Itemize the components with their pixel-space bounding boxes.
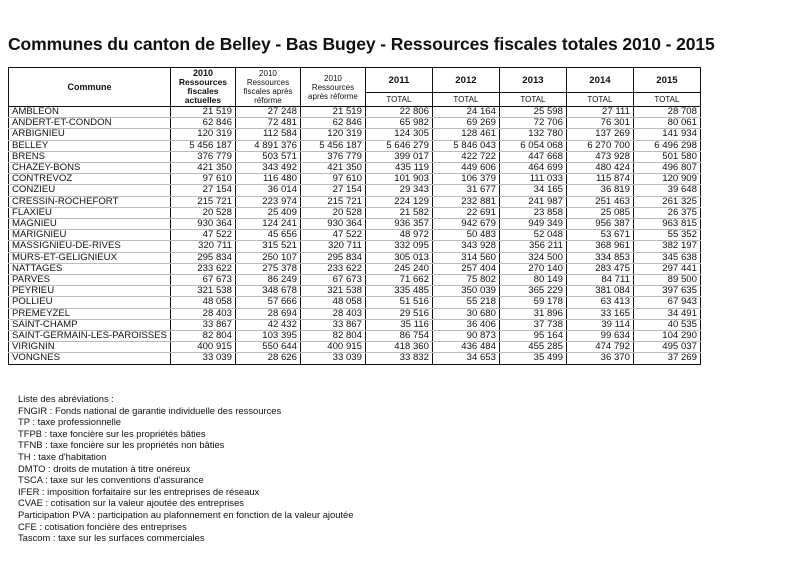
value-cell: 80 149: [499, 275, 566, 286]
table-row: [9, 331, 701, 342]
value-cell: 397 635: [633, 286, 700, 297]
value-cell: 45 656: [235, 230, 300, 241]
header-total-2011: TOTAL: [365, 93, 432, 107]
value-cell: 343 492: [235, 163, 300, 174]
value-cell: 963 815: [633, 219, 700, 230]
value-cell: 320 711: [170, 241, 235, 252]
value-cell: 69 269: [432, 118, 499, 129]
value-cell: 400 915: [170, 342, 235, 353]
header-2015: 2015: [633, 68, 700, 93]
value-cell: 283 475: [566, 263, 633, 274]
value-cell: 6 054 068: [499, 140, 566, 151]
value-cell: 381 084: [566, 286, 633, 297]
value-cell: 101 903: [365, 174, 432, 185]
commune-name: ANDERT-ET-CONDON: [9, 118, 171, 129]
value-cell: 62 846: [300, 118, 365, 129]
value-cell: 233 622: [300, 263, 365, 274]
value-cell: 22 806: [365, 107, 432, 118]
value-cell: 245 240: [365, 263, 432, 274]
value-cell: 39 114: [566, 319, 633, 330]
header-2010-reform-label: Ressources fiscales après réforme: [243, 78, 293, 105]
value-cell: 37 269: [633, 353, 700, 364]
table-row: [9, 174, 701, 185]
fiscal-resources-table: [8, 67, 701, 365]
value-cell: 48 058: [170, 297, 235, 308]
value-cell: 31 677: [432, 185, 499, 196]
legend-item: DMTO : droits de mutation à titre onéreux: [18, 462, 191, 474]
value-cell: 63 413: [566, 297, 633, 308]
table-row: [9, 163, 701, 174]
value-cell: 30 680: [432, 308, 499, 319]
value-cell: 141 934: [633, 129, 700, 140]
value-cell: 55 218: [432, 297, 499, 308]
legend-item: TP : taxe professionnelle: [18, 416, 122, 428]
value-cell: 42 432: [235, 319, 300, 330]
value-cell: 104 290: [633, 331, 700, 342]
value-cell: 124 305: [365, 129, 432, 140]
value-cell: 376 779: [300, 151, 365, 162]
value-cell: 261 325: [633, 196, 700, 207]
legend-item: CVAE : cotisation sur la valeur ajoutée des entreprises: [18, 497, 244, 509]
legend-item: TH : taxe d'habitation: [18, 450, 107, 462]
commune-name: MAGNIEU: [9, 219, 171, 230]
value-cell: 34 491: [633, 308, 700, 319]
value-cell: 5 456 187: [300, 140, 365, 151]
commune-name: POLLIEU: [9, 297, 171, 308]
value-cell: 496 807: [633, 163, 700, 174]
value-cell: 120 319: [300, 129, 365, 140]
value-cell: 80 061: [633, 118, 700, 129]
table-row: [9, 207, 701, 218]
value-cell: 5 646 279: [365, 140, 432, 151]
table-row: [9, 275, 701, 286]
commune-name: ARBIGNIEU: [9, 129, 171, 140]
table-row: [9, 140, 701, 151]
value-cell: 320 711: [300, 241, 365, 252]
commune-name: AMBLEON: [9, 107, 171, 118]
header-commune: Commune: [9, 68, 171, 107]
value-cell: 4 891 376: [235, 140, 300, 151]
value-cell: 36 370: [566, 353, 633, 364]
value-cell: 103 395: [235, 331, 300, 342]
table-row: [9, 185, 701, 196]
value-cell: 503 571: [235, 151, 300, 162]
value-cell: 124 241: [235, 219, 300, 230]
header-total-2014: TOTAL: [566, 93, 633, 107]
table-row: [9, 353, 701, 364]
table-row: [9, 107, 701, 118]
value-cell: 449 606: [432, 163, 499, 174]
header-2010-after-label: Ressources après réforme: [308, 82, 358, 101]
value-cell: 71 662: [365, 275, 432, 286]
value-cell: 67 673: [170, 275, 235, 286]
value-cell: 334 853: [566, 252, 633, 263]
table-row: [9, 118, 701, 129]
table-row: [9, 151, 701, 162]
value-cell: 120 319: [170, 129, 235, 140]
value-cell: 23 858: [499, 207, 566, 218]
abbreviations-legend: [18, 393, 353, 544]
header-2010-actual-year: 2010: [192, 68, 213, 78]
table-row: [9, 308, 701, 319]
value-cell: 321 538: [170, 286, 235, 297]
legend-item: Tascom : taxe sur les surfaces commerciales: [18, 532, 205, 544]
value-cell: 97 610: [170, 174, 235, 185]
value-cell: 53 671: [566, 230, 633, 241]
header-2010-reform-year: 2010: [259, 69, 277, 78]
value-cell: 321 538: [300, 286, 365, 297]
value-cell: 21 519: [170, 107, 235, 118]
value-cell: 20 528: [300, 207, 365, 218]
commune-name: MARIGNIEU: [9, 230, 171, 241]
value-cell: 75 802: [432, 275, 499, 286]
value-cell: 116 480: [235, 174, 300, 185]
commune-name: MURS-ET-GELIGNIEUX: [9, 252, 171, 263]
header-total-2012: TOTAL: [432, 93, 499, 107]
value-cell: 936 357: [365, 219, 432, 230]
value-cell: 250 107: [235, 252, 300, 263]
value-cell: 50 483: [432, 230, 499, 241]
value-cell: 28 403: [170, 308, 235, 319]
value-cell: 112 584: [235, 129, 300, 140]
commune-name: VONGNES: [9, 353, 171, 364]
commune-name: MASSIGNIEU-DE-RIVES: [9, 241, 171, 252]
value-cell: 89 500: [633, 275, 700, 286]
header-2011: 2011: [365, 68, 432, 93]
value-cell: 99 634: [566, 331, 633, 342]
value-cell: 421 350: [300, 163, 365, 174]
table-row: [9, 241, 701, 252]
value-cell: 111 033: [499, 174, 566, 185]
value-cell: 949 349: [499, 219, 566, 230]
value-cell: 62 846: [170, 118, 235, 129]
value-cell: 25 409: [235, 207, 300, 218]
value-cell: 35 499: [499, 353, 566, 364]
header-2010-after-year: 2010: [324, 73, 342, 83]
commune-name: PREMEYZEL: [9, 308, 171, 319]
value-cell: 356 211: [499, 241, 566, 252]
value-cell: 67 943: [633, 297, 700, 308]
value-cell: 106 379: [432, 174, 499, 185]
value-cell: 25 598: [499, 107, 566, 118]
value-cell: 224 129: [365, 196, 432, 207]
value-cell: 29 516: [365, 308, 432, 319]
commune-name: CHAZEY-BONS: [9, 163, 171, 174]
value-cell: 33 867: [300, 319, 365, 330]
table-row: [9, 286, 701, 297]
table-row: [9, 230, 701, 241]
value-cell: 48 972: [365, 230, 432, 241]
value-cell: 33 039: [170, 353, 235, 364]
commune-name: PARVES: [9, 275, 171, 286]
header-2012: 2012: [432, 68, 499, 93]
value-cell: 27 248: [235, 107, 300, 118]
value-cell: 95 164: [499, 331, 566, 342]
commune-name: CONZIEU: [9, 185, 171, 196]
value-cell: 40 535: [633, 319, 700, 330]
legend-item: CFE : cotisation foncière des entreprises: [18, 520, 187, 532]
value-cell: 22 691: [432, 207, 499, 218]
commune-name: PEYRIEU: [9, 286, 171, 297]
value-cell: 350 039: [432, 286, 499, 297]
commune-name: CRESSIN-ROCHEFORT: [9, 196, 171, 207]
value-cell: 422 722: [432, 151, 499, 162]
header-2010-actual: [170, 68, 235, 107]
value-cell: 550 644: [235, 342, 300, 353]
value-cell: 930 364: [170, 219, 235, 230]
value-cell: 6 496 298: [633, 140, 700, 151]
header-total-2013: TOTAL: [499, 93, 566, 107]
value-cell: 215 721: [300, 196, 365, 207]
value-cell: 956 387: [566, 219, 633, 230]
value-cell: 36 014: [235, 185, 300, 196]
value-cell: 76 301: [566, 118, 633, 129]
commune-name: BELLEY: [9, 140, 171, 151]
header-total-2015: TOTAL: [633, 93, 700, 107]
table-row: [9, 219, 701, 230]
value-cell: 421 350: [170, 163, 235, 174]
header-2010-actual-label: Ressources fiscales actuelles: [178, 77, 228, 105]
value-cell: 33 039: [300, 353, 365, 364]
page-title: Communes du canton de Belley - Bas Bugey - Ressources fiscales totales 2010 - 2015: [8, 34, 715, 54]
value-cell: 33 832: [365, 353, 432, 364]
table-row: [9, 319, 701, 330]
value-cell: 435 119: [365, 163, 432, 174]
value-cell: 21 582: [365, 207, 432, 218]
table-row: [9, 196, 701, 207]
value-cell: 35 116: [365, 319, 432, 330]
value-cell: 36 406: [432, 319, 499, 330]
value-cell: 27 154: [170, 185, 235, 196]
header-2014: 2014: [566, 68, 633, 93]
value-cell: 480 424: [566, 163, 633, 174]
value-cell: 28 708: [633, 107, 700, 118]
value-cell: 137 269: [566, 129, 633, 140]
value-cell: 447 668: [499, 151, 566, 162]
value-cell: 115 874: [566, 174, 633, 185]
commune-name: NATTAGES: [9, 263, 171, 274]
legend-item: TSCA : taxe sur les conventions d'assurance: [18, 474, 204, 486]
value-cell: 82 804: [170, 331, 235, 342]
value-cell: 26 375: [633, 207, 700, 218]
value-cell: 348 678: [235, 286, 300, 297]
value-cell: 474 792: [566, 342, 633, 353]
value-cell: 97 610: [300, 174, 365, 185]
value-cell: 930 364: [300, 219, 365, 230]
value-cell: 39 648: [633, 185, 700, 196]
value-cell: 295 834: [170, 252, 235, 263]
value-cell: 27 154: [300, 185, 365, 196]
value-cell: 275 378: [235, 263, 300, 274]
value-cell: 942 679: [432, 219, 499, 230]
value-cell: 128 461: [432, 129, 499, 140]
value-cell: 501 580: [633, 151, 700, 162]
value-cell: 34 165: [499, 185, 566, 196]
value-cell: 33 165: [566, 308, 633, 319]
legend-item: TFPB : taxe foncière sur les propriétés bâties: [18, 427, 206, 439]
value-cell: 33 867: [170, 319, 235, 330]
header-2013: 2013: [499, 68, 566, 93]
value-cell: 86 249: [235, 275, 300, 286]
value-cell: 55 352: [633, 230, 700, 241]
value-cell: 72 481: [235, 118, 300, 129]
value-cell: 52 048: [499, 230, 566, 241]
legend-item: Participation PVA : participation au plafonnement en fonction de la valeur ajoutée: [18, 508, 354, 520]
value-cell: 28 694: [235, 308, 300, 319]
commune-name: SAINT-CHAMP: [9, 319, 171, 330]
value-cell: 343 928: [432, 241, 499, 252]
commune-name: SAINT-GERMAIN-LES-PAROISSES: [9, 331, 171, 342]
value-cell: 368 961: [566, 241, 633, 252]
value-cell: 24 164: [432, 107, 499, 118]
table-row: [9, 297, 701, 308]
value-cell: 495 037: [633, 342, 700, 353]
value-cell: 436 484: [432, 342, 499, 353]
value-cell: 48 058: [300, 297, 365, 308]
value-cell: 36 819: [566, 185, 633, 196]
value-cell: 29 343: [365, 185, 432, 196]
value-cell: 90 873: [432, 331, 499, 342]
value-cell: 65 982: [365, 118, 432, 129]
value-cell: 233 622: [170, 263, 235, 274]
value-cell: 345 638: [633, 252, 700, 263]
value-cell: 305 013: [365, 252, 432, 263]
value-cell: 464 699: [499, 163, 566, 174]
value-cell: 297 441: [633, 263, 700, 274]
value-cell: 232 881: [432, 196, 499, 207]
value-cell: 241 987: [499, 196, 566, 207]
commune-name: FLAXIEU: [9, 207, 171, 218]
value-cell: 473 928: [566, 151, 633, 162]
value-cell: 31 896: [499, 308, 566, 319]
value-cell: 5 456 187: [170, 140, 235, 151]
value-cell: 223 974: [235, 196, 300, 207]
value-cell: 57 666: [235, 297, 300, 308]
value-cell: 28 626: [235, 353, 300, 364]
commune-name: BRENS: [9, 151, 171, 162]
value-cell: 67 673: [300, 275, 365, 286]
value-cell: 251 463: [566, 196, 633, 207]
value-cell: 6 270 700: [566, 140, 633, 151]
legend-item: FNGIR : Fonds national de garantie individuelle des ressources: [18, 404, 282, 416]
table-row: [9, 129, 701, 140]
table-row: [9, 252, 701, 263]
value-cell: 5 846 043: [432, 140, 499, 151]
value-cell: 120 909: [633, 174, 700, 185]
value-cell: 382 197: [633, 241, 700, 252]
value-cell: 332 095: [365, 241, 432, 252]
value-cell: 82 804: [300, 331, 365, 342]
value-cell: 324 500: [499, 252, 566, 263]
value-cell: 47 522: [170, 230, 235, 241]
value-cell: 132 780: [499, 129, 566, 140]
legend-item: IFER : imposition forfaitaire sur les entreprises de réseaux: [18, 485, 260, 497]
value-cell: 51 516: [365, 297, 432, 308]
value-cell: 86 754: [365, 331, 432, 342]
value-cell: 20 528: [170, 207, 235, 218]
value-cell: 59 178: [499, 297, 566, 308]
legend-heading: Liste des abréviations :: [18, 393, 114, 404]
value-cell: 455 285: [499, 342, 566, 353]
value-cell: 400 915: [300, 342, 365, 353]
value-cell: 335 485: [365, 286, 432, 297]
value-cell: 84 711: [566, 275, 633, 286]
value-cell: 34 653: [432, 353, 499, 364]
value-cell: 27 111: [566, 107, 633, 118]
table-row: [9, 342, 701, 353]
value-cell: 28 403: [300, 308, 365, 319]
value-cell: 376 779: [170, 151, 235, 162]
value-cell: 295 834: [300, 252, 365, 263]
commune-name: VIRIGNIN: [9, 342, 171, 353]
value-cell: 21 519: [300, 107, 365, 118]
value-cell: 37 738: [499, 319, 566, 330]
value-cell: 215 721: [170, 196, 235, 207]
table-body: [9, 107, 701, 365]
value-cell: 314 560: [432, 252, 499, 263]
value-cell: 365 229: [499, 286, 566, 297]
header-2010-reform: [235, 68, 300, 107]
value-cell: 418 360: [365, 342, 432, 353]
value-cell: 257 404: [432, 263, 499, 274]
value-cell: 315 521: [235, 241, 300, 252]
header-2010-after: [300, 68, 365, 107]
value-cell: 399 017: [365, 151, 432, 162]
legend-item: TFNB : taxe foncière sur les propriétés non bâties: [18, 439, 225, 451]
value-cell: 72 706: [499, 118, 566, 129]
value-cell: 47 522: [300, 230, 365, 241]
table-row: [9, 263, 701, 274]
value-cell: 270 140: [499, 263, 566, 274]
commune-name: CONTREVOZ: [9, 174, 171, 185]
value-cell: 25 085: [566, 207, 633, 218]
